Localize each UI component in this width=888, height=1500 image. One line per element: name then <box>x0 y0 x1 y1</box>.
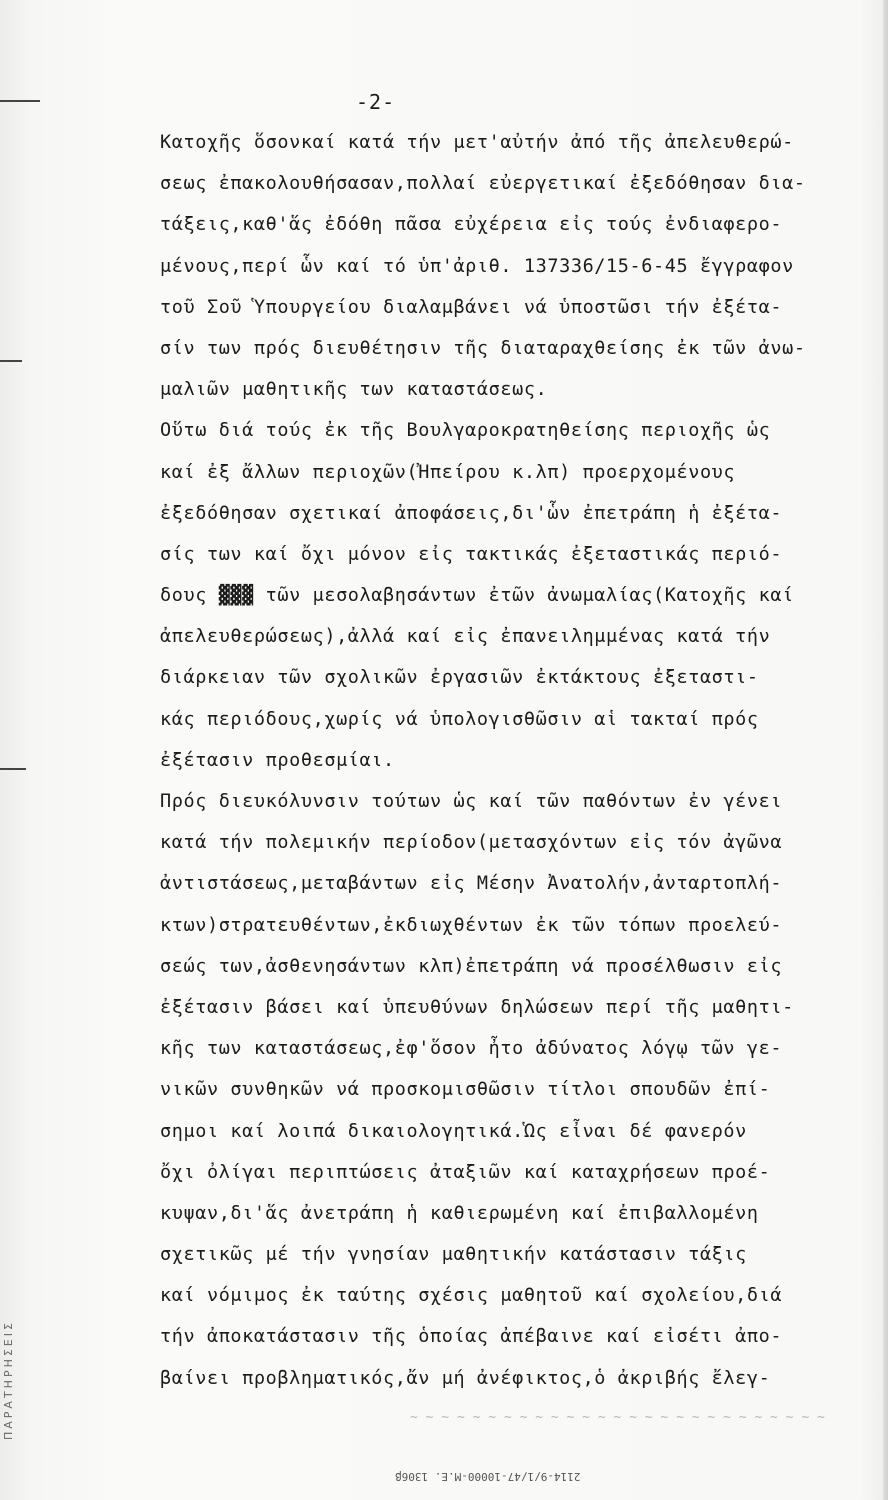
text-line: ἐξέτασιν βάσει καί ὑπευθύνων δηλώσεων περί τῆς μαθητι- <box>160 996 794 1018</box>
text-line: μαλιῶν μαθητικῆς των καταστάσεως. <box>160 379 548 401</box>
text-line: Πρός διευκόλυνσιν τούτων ὡς καί τῶν παθόντων ἐν γένει <box>160 791 783 812</box>
text-line: τάξεις,καθ'ἅς ἐδόθη πᾶσα εὐχέρεια εἰς τούς ἐνδιαφερο- <box>160 214 783 236</box>
page-number: -2- <box>356 90 396 114</box>
text-line: ἐξεδόθησαν σχετικαί ἀποφάσεις,δι'ὧν ἐπετράπη ἡ ἐξέτα- <box>160 502 783 524</box>
page-edge <box>883 0 888 1500</box>
text-line: σεώς των,ἀσθενησάντων κλπ)ἐπετράπη νά προσέλθωσιν εἰς <box>160 955 783 977</box>
text-line: κυψαν,δι'ἅς ἀνετράπη ἡ καθιερωμένη καί ἐπιβαλλομένη <box>160 1202 759 1224</box>
text-line: Οὕτω διά τούς ἐκ τῆς Βουλγαροκρατηθείσης περιοχῆς ὡς <box>160 420 771 442</box>
text-line: τήν ἀποκατάστασιν τῆς ὁποίας ἀπέβαινε καί εἰσέτι ἀπο- <box>160 1326 783 1348</box>
text-line: ἐξέτασιν προθεσμίαι. <box>160 749 395 771</box>
text-line: ὄχι ὀλίγαι περιπτώσεις ἀταξιῶν καί καταχρήσεων προέ- <box>160 1161 771 1183</box>
text-line: κῆς των καταστάσεως,ἐφ'ὅσον ἦτο ἀδύνατος λόγῳ τῶν γε- <box>160 1038 783 1060</box>
margin-mark <box>0 360 22 362</box>
text-line: κτων)στρατευθέντων,ἐκδιωχθέντων ἐκ τῶν τόπων προελεύ- <box>160 914 783 936</box>
text-line: νικῶν συνθηκῶν νά προσκομισθῶσιν τίτλοι σπουδῶν ἐπί- <box>160 1079 771 1101</box>
text-line: κατά τήν πολεμικήν περίοδον(μετασχόντων εἰς τόν ἀγῶνα <box>160 832 783 854</box>
text-line: Κατοχῆς ὅσονκαί κατά τήν μετ'αὐτήν ἀπό τῆς ἀπελευθερώ- <box>160 132 794 153</box>
text-line: μένους,περί ὧν καί τό ὑπ'ἀριθ. 137336/15-6-45 ἔγγραφον <box>160 255 794 277</box>
text-line: διάρκειαν τῶν σχολικῶν ἐργασιῶν ἐκτάκτους ἐξεταστι- <box>160 667 759 689</box>
text-line: σχετικῶς μέ τήν γνησίαν μαθητικήν κατάστασιν τάξις <box>160 1244 747 1266</box>
margin-mark <box>0 100 40 102</box>
text-line: κάς περιόδους,χωρίς νά ὑπολογισθῶσιν αἱ τακταί πρός <box>160 708 759 730</box>
text-line: σίς των καί ὄχι μόνον εἰς τακτικάς ἐξεταστικάς περιό- <box>160 543 783 565</box>
bleed-through-text: ~ ~ ~ ~ ~ ~ ~ ~ ~ ~ ~ ~ ~ ~ ~ ~ ~ ~ ~ ~ ~ ~ ~ ~ ~ ~ ~ <box>410 1410 825 1425</box>
text-line: σεως ἐπακολουθήσασαν,πολλαί εὐεργετικαί ἐξεδόθησαν δια- <box>160 173 806 195</box>
typed-body-text <box>160 122 875 1399</box>
text-line: τοῦ Σοῦ Ὑπουργείου διαλαμβάνει νά ὑποστῶσι τήν ἐξέτα- <box>160 296 783 318</box>
text-line: καί νόμιμος ἐκ ταύτης σχέσις μαθητοῦ καί σχολείου,διά <box>160 1285 783 1307</box>
text-line: ἀντιστάσεως,μεταβάντων εἰς Μέσην Ἀνατολήν,ἀνταρτοπλή- <box>160 873 783 895</box>
text-line: δους ▓▓▓ τῶν μεσολαβησάντων ἐτῶν ἀνωμαλίας(Κατοχῆς καί <box>160 585 794 607</box>
text-line: βαίνει προβληματικός,ἄν μή ἀνέφικτος,ὁ ἀκριβής ἔλεγ- <box>160 1367 771 1389</box>
text-line: ἀπελευθερώσεως),ἀλλά καί εἰς ἐπανειλημμένας κατά τήν <box>160 626 771 648</box>
text-line: σίν των πρός διευθέτησιν τῆς διαταραχθείσης ἐκ τῶν ἀνω- <box>160 337 806 359</box>
text-line: σημοι καί λοιπά δικαιολογητικά.Ὡς εἶναι δέ φανερόν <box>160 1120 747 1142</box>
printer-imprint: 2114-9/1/47-10000-Μ.Ε. 1306β <box>395 1470 581 1483</box>
margin-mark <box>0 768 26 770</box>
side-stamp: ΠΑΡΑΤΗΡΗΣΕΙΣ <box>2 1320 15 1440</box>
text-line: καί ἐξ ἄλλων περιοχῶν(Ἠπείρου κ.λπ) προερχομένους <box>160 461 736 483</box>
